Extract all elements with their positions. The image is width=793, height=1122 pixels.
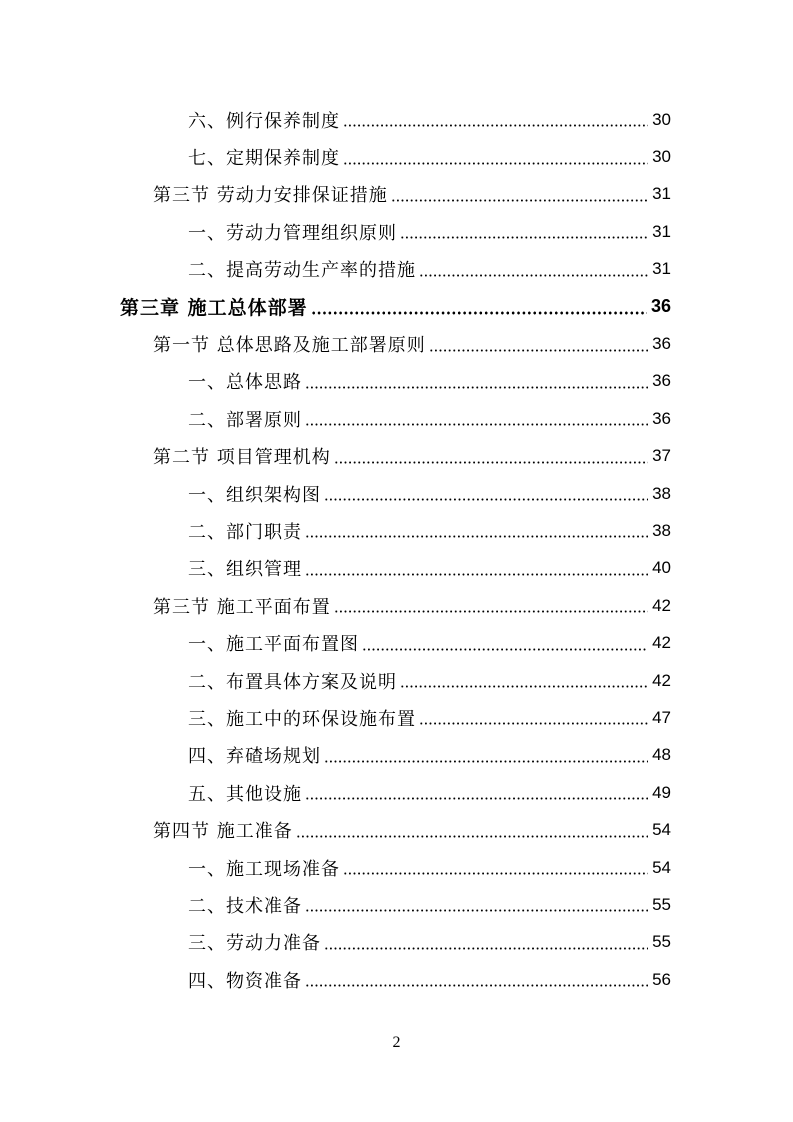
toc-entry[interactable]: [0, 213, 793, 250]
toc-entry-title: 二、提高劳动生产率的措施: [188, 260, 416, 282]
toc-section-entry[interactable]: [0, 811, 793, 848]
toc-entry-title: 一、总体思路: [188, 372, 302, 394]
toc-entry-title: 二、技术准备: [188, 895, 302, 917]
toc-entry[interactable]: [0, 550, 793, 587]
toc-entry[interactable]: [0, 737, 793, 774]
toc-entry[interactable]: [0, 475, 793, 512]
dot-leader: [305, 423, 648, 426]
toc-entry-title: 一、施工平面布置图: [188, 634, 359, 656]
toc-entry-page: 55: [652, 894, 671, 914]
dot-leader: [305, 386, 648, 389]
toc-entry-page: 31: [652, 259, 671, 279]
toc-entry-page: 36: [652, 371, 671, 391]
toc-entry-title: 第一节 总体思路及施工部署原则: [153, 335, 426, 357]
toc-entry-title: 一、劳动力管理组织原则: [188, 222, 397, 244]
toc-entry-page: 42: [652, 670, 671, 690]
toc-entry[interactable]: [0, 774, 793, 811]
toc-entry-title: 三、组织管理: [188, 559, 302, 581]
dot-leader: [419, 722, 648, 725]
toc-entry[interactable]: [0, 699, 793, 736]
dot-leader: [324, 498, 648, 501]
dot-leader: [362, 648, 648, 651]
toc-entry-title: 二、部门职责: [188, 521, 302, 543]
toc-entry-page: 36: [650, 296, 671, 317]
dot-leader: [334, 610, 648, 613]
toc-entry-title: 二、部署原则: [188, 409, 302, 431]
toc-entry-title: 第四节 施工准备: [153, 821, 293, 843]
dot-leader: [334, 461, 648, 464]
dot-leader: [343, 124, 648, 127]
toc-entry[interactable]: [0, 849, 793, 886]
toc-entry-title: 三、施工中的环保设施布置: [188, 708, 416, 730]
toc-entry-title: 一、组织架构图: [188, 484, 321, 506]
toc-entry-title: 第三章 施工总体部署: [120, 297, 308, 320]
toc-entry[interactable]: [0, 251, 793, 288]
toc-entry[interactable]: [0, 624, 793, 661]
dot-leader: [296, 835, 648, 838]
dot-leader: [343, 162, 648, 165]
toc-entry-title: 第三节 劳动力安排保证措施: [153, 185, 388, 207]
toc-entry-title: 一、施工现场准备: [188, 858, 340, 880]
toc-entry-title: 四、弃碴场规划: [188, 746, 321, 768]
dot-leader: [400, 236, 648, 239]
toc-entry-page: 56: [652, 969, 671, 989]
dot-leader: [311, 311, 647, 315]
dot-leader: [419, 274, 648, 277]
toc-entry-page: 36: [652, 408, 671, 428]
toc-section-entry[interactable]: [0, 587, 793, 624]
dot-leader: [429, 349, 648, 352]
toc-entry-title: 第三节 施工平面布置: [153, 596, 331, 618]
toc-entry-page: 36: [652, 334, 671, 354]
toc-entry[interactable]: [0, 924, 793, 961]
page-number: 2: [392, 1034, 401, 1051]
toc-entry-page: 40: [652, 558, 671, 578]
toc-section-entry[interactable]: [0, 325, 793, 362]
toc-entry-title: 四、物资准备: [188, 970, 302, 992]
dot-leader: [343, 872, 648, 875]
dot-leader: [305, 535, 648, 538]
toc-entry-page: 31: [652, 221, 671, 241]
toc-entry[interactable]: [0, 512, 793, 549]
toc-entry[interactable]: [0, 400, 793, 437]
toc-entry[interactable]: [0, 138, 793, 175]
dot-leader: [305, 984, 648, 987]
toc-entry[interactable]: [0, 662, 793, 699]
dot-leader: [305, 573, 648, 576]
toc-entry[interactable]: [0, 886, 793, 923]
toc-entry[interactable]: [0, 101, 793, 138]
table-of-contents: [0, 101, 793, 998]
toc-entry-title: 三、劳动力准备: [188, 933, 321, 955]
toc-section-entry[interactable]: [0, 176, 793, 213]
dot-leader: [391, 199, 648, 202]
dot-leader: [324, 947, 648, 950]
dot-leader: [305, 909, 648, 912]
toc-entry-title: 七、定期保养制度: [188, 148, 340, 170]
toc-entry-page: 31: [652, 184, 671, 204]
toc-entry-page: 54: [652, 820, 671, 840]
toc-entry-page: 38: [652, 483, 671, 503]
toc-entry-page: 49: [652, 782, 671, 802]
toc-entry-page: 48: [652, 745, 671, 765]
toc-entry-title: 六、例行保养制度: [188, 110, 340, 132]
toc-entry-page: 37: [652, 446, 671, 466]
toc-entry-page: 30: [652, 147, 671, 167]
toc-entry-page: 47: [652, 707, 671, 727]
toc-section-entry[interactable]: [0, 438, 793, 475]
toc-entry-title: 二、布置具体方案及说明: [188, 671, 397, 693]
toc-chapter-entry[interactable]: [0, 288, 793, 325]
toc-entry-page: 38: [652, 520, 671, 540]
toc-entry-page: 30: [652, 109, 671, 129]
toc-entry-title: 五、其他设施: [188, 783, 302, 805]
toc-entry-page: 42: [652, 633, 671, 653]
toc-entry-page: 55: [652, 932, 671, 952]
toc-entry[interactable]: [0, 363, 793, 400]
dot-leader: [305, 797, 648, 800]
dot-leader: [400, 685, 648, 688]
toc-entry-page: 54: [652, 857, 671, 877]
toc-entry[interactable]: [0, 961, 793, 998]
toc-entry-page: 42: [652, 595, 671, 615]
dot-leader: [324, 760, 648, 763]
toc-entry-title: 第二节 项目管理机构: [153, 447, 331, 469]
